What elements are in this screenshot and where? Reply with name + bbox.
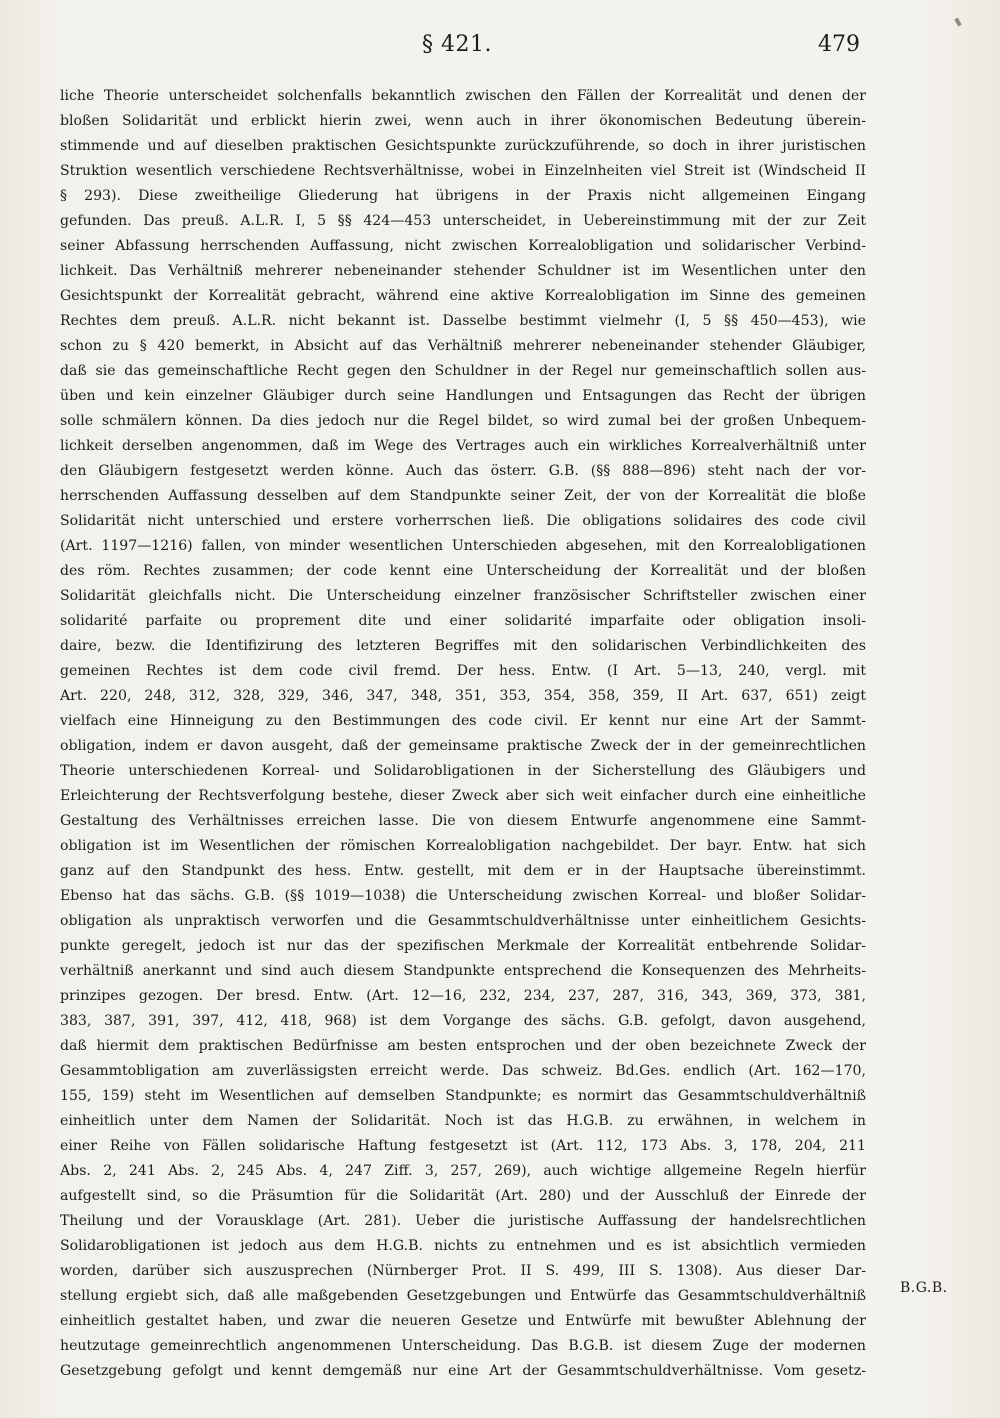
text-line: 383, 387, 391, 397, 412, 418, 968) ist dem Vorgange des sächs. G.B. gefolgt, davon ausgehend, <box>60 1013 866 1029</box>
text-line: üben und kein einzelner Gläubiger durch seine Handlungen und Entsagungen das Recht der übrigen <box>60 388 866 404</box>
margin-note: B.G.B. <box>900 1280 948 1296</box>
text-line: stellung ergiebt sich, daß alle maßgebenden Gesetzgebungen und Entwürfe das Gesammtschuldverhältniß <box>60 1288 866 1304</box>
text-line: solidarité parfaite ou proprement dite und einer solidarité imparfaite oder obligation insoli- <box>60 613 866 629</box>
text-line: gefunden. Das preuß. A.L.R. I, 5 §§ 424—453 unterscheidet, in Uebereinstimmung mit der zur Zeit <box>60 213 866 229</box>
body-text <box>60 84 866 1384</box>
text-line: Solidarobligationen ist jedoch aus dem H.G.B. nichts zu entnehmen und es ist absichtlich vermieden <box>60 1238 866 1254</box>
text-line: Gestaltung des Verhältnisses erreichen lasse. Die von diesem Entwurfe angenommene eine Sammt- <box>60 813 866 829</box>
text-line: schon zu § 420 bemerkt, in Absicht auf das Verhältniß mehrerer nebeneinander stehender Gläubiger, <box>60 338 866 354</box>
page-number: 479 <box>818 32 860 57</box>
text-line: obligation ist im Wesentlichen der römischen Korrealobligation nachgebildet. Der bayr. Entw. hat sich <box>60 838 866 854</box>
text-line: prinzipes gezogen. Der bresd. Entw. (Art. 12—16, 232, 234, 237, 287, 316, 343, 369, 373, 381, <box>60 988 866 1004</box>
text-line: verhältniß anerkannt und sind auch diesem Standpunkte entsprechend die Konsequenzen des Mehrheits- <box>60 963 866 979</box>
text-line: des röm. Rechtes zusammen; der code kennt eine Unterscheidung der Korrealität und der bloßen <box>60 563 866 579</box>
text-line: den Gläubigern festgesetzt werden könne. Auch das österr. G.B. (§§ 888—896) steht nach der vor- <box>60 463 866 479</box>
text-line: Rechtes dem preuß. A.L.R. nicht bekannt ist. Dasselbe bestimmt vielmehr (I, 5 §§ 450—453), wie <box>60 313 866 329</box>
text-line: worden, darüber sich auszusprechen (Nürnberger Prot. II S. 499, III S. 1308). Aus dieser Dar- <box>60 1263 866 1279</box>
text-line: § 293). Diese zweitheilige Gliederung hat übrigens in der Praxis nicht allgemeinen Eingang <box>60 188 866 204</box>
text-line: Theorie unterschiedenen Korreal- und Solidarobligationen in der Sicherstellung des Gläubigers und <box>60 763 866 779</box>
text-line: Gesetzgebung gefolgt und kennt demgemäß nur eine Art der Gesammtschuldverhältnisse. Vom gesetz- <box>60 1363 866 1379</box>
text-line: (Art. 1197—1216) fallen, von minder wesentlichen Unterschieden abgesehen, mit den Korrealobligationen <box>60 538 866 554</box>
text-line: einer Reihe von Fällen solidarische Haftung festgesetzt ist (Art. 112, 173 Abs. 3, 178, 204, 211 <box>60 1138 866 1154</box>
text-line: daß sie das gemeinschaftliche Recht gegen den Schuldner in der Regel nur gemeinschaftlich sollen aus- <box>60 363 866 379</box>
text-line: Gesammtobligation am zuverlässigsten erreicht werde. Das schweiz. Bd.Ges. endlich (Art. 162—170, <box>60 1063 866 1079</box>
text-line: Abs. 2, 241 Abs. 2, 245 Abs. 4, 247 Ziff. 3, 257, 269), auch wichtige allgemeine Regeln hierfür <box>60 1163 866 1179</box>
text-line: Erleichterung der Rechtsverfolgung bestehe, dieser Zweck aber sich weit einfacher durch eine einheitliche <box>60 788 866 804</box>
text-line: Solidarität gleichfalls nicht. Die Unterscheidung einzelner französischer Schriftsteller zwischen einer <box>60 588 866 604</box>
text-line: ganz auf den Standpunkt des hess. Entw. gestellt, mit dem er in der Hauptsache übereinstimmt. <box>60 863 866 879</box>
text-line: liche Theorie unterscheidet solchenfalls bekanntlich zwischen den Fällen der Korrealität und denen der <box>60 88 866 104</box>
text-line: einheitlich unter dem Namen der Solidarität. Noch ist das H.G.B. zu erwähnen, in welchem in <box>60 1113 866 1129</box>
text-line: seiner Abfassung herrschenden Auffassung, nicht zwischen Korrealobligation und solidarischer Verbind- <box>60 238 866 254</box>
text-line: heutzutage gemeinrechtlich angenommenen Unterscheidung. Das B.G.B. ist diesem Zuge der modernen <box>60 1338 866 1354</box>
text-line: Solidarität nicht unterschied und erstere vorherrschen ließ. Die obligations solidaires des code civil <box>60 513 866 529</box>
page-header <box>60 28 860 68</box>
text-line: obligation, indem er davon ausgeht, daß der gemeinsame praktische Zweck der in der gemeinrechtlichen <box>60 738 866 754</box>
text-line: vielfach eine Hinneigung zu den Bestimmungen des code civil. Er kennt nur eine Art der Sammt- <box>60 713 866 729</box>
text-line: Struktion wesentlich verschiedene Rechtsverhältnisse, wobei in Einzelnheiten viel Streit ist (Windscheid II <box>60 163 866 179</box>
text-line: stimmende und auf dieselben praktischen Gesichtspunkte zurückzuführende, so doch in ihrer juristischen <box>60 138 866 154</box>
text-line: bloßen Solidarität und erblickt hierin zwei, wenn auch in ihrer ökonomischen Bedeutung überein- <box>60 113 866 129</box>
text-line: gemeinen Rechtes ist dem code civil fremd. Der hess. Entw. (I Art. 5—13, 240, vergl. mit <box>60 663 866 679</box>
text-line: Gesichtspunkt der Korrealität gebracht, während eine aktive Korrealobligation im Sinne des gemeinen <box>60 288 866 304</box>
section-number: § 421. <box>422 32 492 57</box>
text-line: Ebenso hat das sächs. G.B. (§§ 1019—1038) die Unterscheidung zwischen Korreal- und bloßer Solidar- <box>60 888 866 904</box>
text-line: daß hiermit dem praktischen Bedürfnisse am besten entsprochen und der oben bezeichnete Zweck der <box>60 1038 866 1054</box>
text-line: lichkeit. Das Verhältniß mehrerer nebeneinander stehender Schuldner ist im Wesentlichen unter den <box>60 263 866 279</box>
text-line: aufgestellt sind, so die Präsumtion für die Solidarität (Art. 280) und der Ausschluß der Einrede der <box>60 1188 866 1204</box>
text-line: solle schmälern können. Da dies jedoch nur die Regel bildet, so wird zumal bei der großen Unbequem- <box>60 413 866 429</box>
text-line: herrschenden Auffassung desselben auf dem Standpunkte seiner Zeit, der von der Korrealität die bloße <box>60 488 866 504</box>
text-line: punkte geregelt, jedoch ist nur das der spezifischen Merkmale der Korrealität entbehrende Solidar- <box>60 938 866 954</box>
text-line: lichkeit derselben angenommen, daß im Wege des Vertrages auch ein wirkliches Korrealverhältniß unter <box>60 438 866 454</box>
text-line: Theilung und der Vorausklage (Art. 281). Ueber die juristische Auffassung der handelsrechtlichen <box>60 1213 866 1229</box>
text-line: einheitlich gestaltet haben, und zwar die neueren Gesetze und Entwürfe mit bewußter Ablehnung der <box>60 1313 866 1329</box>
page-corner-mark <box>954 18 961 27</box>
text-line: daire, bezw. die Identifizirung des letzteren Begriffes mit den solidarischen Verbindlichkeiten des <box>60 638 866 654</box>
text-line: Art. 220, 248, 312, 328, 329, 346, 347, 348, 351, 353, 354, 358, 359, II Art. 637, 651) zeigt <box>60 688 866 704</box>
text-line: 155, 159) steht im Wesentlichen auf demselben Standpunkte; es normirt das Gesammtschuldverhältniß <box>60 1088 866 1104</box>
text-line: obligation als unpraktisch verworfen und die Gesammtschuldverhältnisse unter einheitlichem Gesichts- <box>60 913 866 929</box>
